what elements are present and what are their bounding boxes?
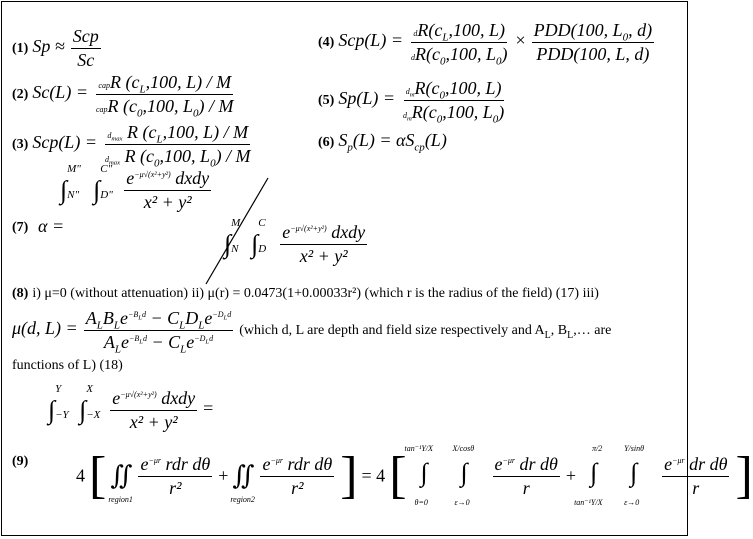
coefficient: 4	[76, 465, 85, 486]
equation-4: (4) Scp(L) = $\frac{dR(c_L,100, L)}{dR(c_0,100, L_0)}$ × $\frac{PDD(100, L_0, d)}{\text{PDD(100, L, d)}}$	[318, 20, 653, 68]
equation-number: (8)	[12, 286, 29, 301]
equation-9-rhs: 4 [ ∬ region1 $\frac{e^{-\mu r} rdr d\theta}{\text{r²}}$ + ∬ region2 $\frac{e^{-\mu r} rdr d\theta}{\text{r²}}$ ] = 4 [ tan⁻¹Y/X ∫ θ=0 X/cosθ ∫ ε→0 $\frac{e^{-\mu r} dr d\theta}{r}$ + π/2 ∫ tan⁻¹Y/X Y/sinθ ∫ ε→0 $\frac{e^{-\mu r} dr d\theta}{r}$ ]	[76, 444, 753, 507]
times-sign: ×	[515, 30, 526, 51]
denominator: Sc	[77, 50, 95, 70]
equation-8	[12, 284, 599, 302]
equation-number: (4)	[318, 35, 335, 51]
fraction: $\frac{dR(c_L,100, L)}{dR(c_0,100, L_0)}$	[410, 20, 508, 68]
fraction: $\frac{e^{-\mu r} rdr d\theta}{\text{r²}}$	[262, 453, 333, 498]
fraction: $\frac{e^{-\mu r} dr d\theta}{r}$	[494, 453, 558, 498]
equation-8-tail	[12, 356, 123, 374]
equation-9-label	[12, 452, 28, 470]
equation-6: (6) $S_p(L) = \alpha S_{cp}(L)$	[318, 130, 447, 154]
equation-number: (1)	[12, 41, 29, 57]
equation-5: (5) Sp(L) = $\frac{d_mR(c_0,100, L)}{d_mR(c_0,100, L_0)}$	[318, 78, 505, 126]
equation-9-lhs: ∫ Y −Y ∫ X −X $\frac{e^{-\mu√(x^2+y^2)} dxdy}{\text{x² + y²}}$ =	[48, 383, 214, 432]
equation-8-note: (which d, L are depth and field size respectively and A	[239, 323, 545, 339]
equals-sign: =	[203, 398, 214, 419]
equation-number: (7)	[12, 220, 29, 235]
equation-number: (6)	[318, 135, 335, 150]
fraction: $\frac{capR (c_L,100, L) / M}{capR (c_0,100, L_0) / M}$	[95, 72, 234, 120]
fraction: $\frac{e^{-\mu r} dr d\theta}{r}$	[664, 453, 728, 498]
fraction: $\frac{PDD(100, L_0, d)}{\text{PDD(100, L, d)}}$	[533, 20, 653, 64]
fraction: $\frac{e^{-\mu r} rdr d\theta}{\text{r²}}$	[140, 453, 211, 498]
fraction	[71, 26, 101, 71]
fraction: $\frac{d_{max} R (c_L,100, L) / M}{d_{max} R (c_0,100, L_0) / M}$	[104, 122, 251, 170]
equation-1	[12, 26, 103, 71]
region-label: region2	[230, 495, 255, 504]
mu-lhs: μ(d, L) =	[12, 318, 78, 339]
denominator: x² + y²	[143, 192, 192, 212]
equation-8-text: i) μ=0 (without attenuation) ii) μ(r) = 0.0473(1+0.00033r²) (which r is the radius of the field) (17) iii)	[32, 286, 599, 301]
fraction: $\frac{e^{-\mu√(x^2+y^2)} dxdy}{\text{x² + y²}}$	[126, 168, 210, 212]
region-label: region1	[108, 495, 133, 504]
equation-number: (3)	[12, 137, 29, 153]
equation-lhs: Sp ≈	[32, 36, 65, 57]
equation-8-tail-text: functions of L) (18)	[12, 358, 123, 373]
equation-number: (5)	[318, 93, 335, 109]
equation-8-note-b: , B	[550, 323, 568, 339]
fraction: $\frac{e^{-\mu√(x^2+y^2)} dxdy}{\text{x² + y²}}$	[112, 388, 196, 432]
equation-number: (2)	[12, 87, 29, 103]
fraction: $\frac{d_mR(c_0,100, L)}{d_mR(c_0,100, L_0)}$	[402, 78, 505, 126]
numerator: Scp	[71, 26, 101, 49]
equation-lhs: α =	[38, 216, 65, 236]
fraction: $\frac{A_LB_Le^{-B_Ld} - C_LD_Le^{-D_Ld}}{A_Le^{-B_Ld} - C_Le^{-D_Ld}}$	[85, 308, 232, 356]
denominator-integral: ∫ M N ∫ C D $\frac{e^{-\mu√(x^2+y^2)} dxdy}{\text{x² + y²}}$	[224, 217, 366, 266]
fraction: $\frac{e^{-\mu√(x^2+y^2)} dxdy}{\text{x² + y²}}$	[282, 222, 366, 266]
equation-number: (9)	[12, 454, 29, 469]
numerator-integral: ∫ M" N" ∫ C" D" $\frac{e^{-\mu√(x^2+y^2)} dxdy}{\text{x² + y²}}$	[60, 163, 210, 212]
equation-8-mu: μ(d, L) = $\frac{A_LB_Le^{-B_Ld} - C_LD_Le^{-D_Ld}}{A_Le^{-B_Ld} - C_Le^{-D_Ld}}$ (which d, L are depth and field size respectively and $A_L$, $B_L,\dots$ are	[12, 308, 612, 356]
equation-2: (2) Sc(L) = $\frac{capR (c_L,100, L) / M}{capR (c_0,100, L_0) / M}$	[12, 72, 234, 120]
equation-3: (3) Scp(L) = $\frac{d_{max} R (c_L,100, L) / M}{d_{max} R (c_0,100, L_0) / M}$	[12, 122, 251, 170]
equation-8-note-c: ,… are	[573, 323, 612, 339]
